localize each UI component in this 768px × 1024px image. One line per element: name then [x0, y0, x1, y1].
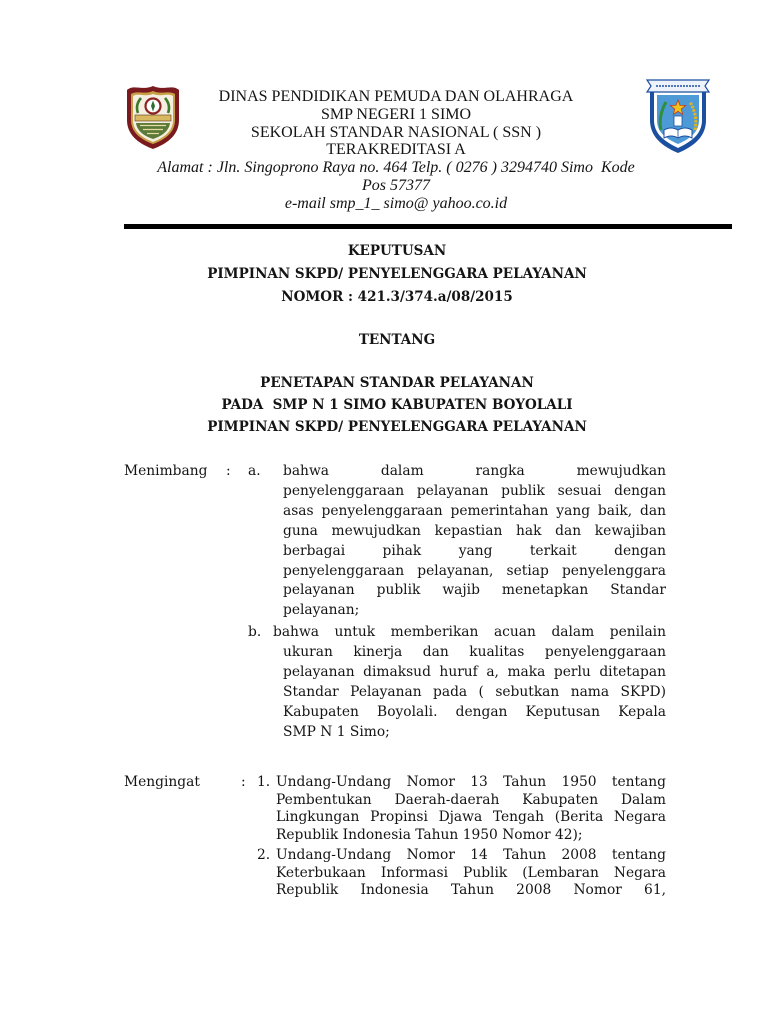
text-line: bahwa untuk memberikan acuan dalam penilain [273, 624, 666, 640]
address-line: Alamat : Jln. Singoprono Raya no. 464 Telp. ( 0276 ) 3294740 Simo Kode [157, 159, 635, 177]
text-line: ukuran kinerja dan kualitas penyelenggaraan [283, 643, 666, 660]
section-colon: : [226, 463, 231, 479]
accreditation: TERAKREDITASI A [326, 141, 466, 159]
decree-number: NOMOR : 421.3/374.a/08/2015 [281, 289, 513, 305]
email-address: e-mail smp_1_ simo@ yahoo.co.id [284, 194, 508, 212]
school-name: SMP NEGERI 1 SIMO [320, 105, 472, 123]
text-line: penyelenggaraan pelayanan publik sesuai dengan [283, 482, 666, 499]
text-line: asas penyelenggaraan pemerintahan yang baik, dan [283, 502, 666, 519]
section-label: Menimbang [124, 463, 208, 479]
letterhead [96, 88, 696, 213]
list-item-first-line [273, 623, 666, 643]
item-marker: b. [248, 624, 262, 640]
text-line: Lingkungan Propinsi Djawa Tengah (Berita Negara [276, 809, 666, 826]
text-line: berbagai pihak yang terkait dengan [283, 542, 666, 559]
list-item [283, 462, 666, 621]
decree-subject-line: PIMPINAN SKPD/ PENYELENGGARA PELAYANAN [207, 419, 587, 435]
text-line: pelayanan dimaksud huruf a, maka perlu ditetapan [283, 663, 666, 680]
item-marker: 2. [257, 847, 271, 863]
text-line: Pembentukan Daerah-daerah Kabupaten Dalam [276, 791, 666, 808]
text-line: Undang-Undang Nomor 14 Tahun 2008 tentang [276, 847, 666, 863]
item-marker: 1. [257, 774, 271, 790]
item-marker: a. [248, 463, 261, 479]
text-line: SMP N 1 Simo; [283, 723, 390, 740]
section-label: Mengingat [124, 774, 200, 790]
decree-subject-line: PADA SMP N 1 SIMO KABUPATEN BOYOLALI [221, 397, 573, 413]
list-item [276, 847, 666, 900]
postal-code: Pos 57377 [362, 176, 430, 194]
text-line: Undang-Undang Nomor 13 Tahun 1950 tentang [276, 774, 666, 790]
text-line: guna mewujudkan kepastian hak dan kewajiban [283, 522, 666, 539]
list-item [283, 643, 666, 743]
decree-about: TENTANG [358, 332, 436, 348]
text-line: Republik Indonesia Tahun 1950 Nomor 42); [276, 827, 583, 844]
text-line: Kabupaten Boyolali. dengan Keputusan Kepala [283, 703, 666, 720]
text-line: penyelenggaraan pelayanan, setiap penyelenggara [283, 562, 666, 579]
text-line: Keterbukaan Informasi Publik (Lembaran Negara [276, 864, 666, 881]
decree-issuer: PIMPINAN SKPD/ PENYELENGGARA PELAYANAN [207, 266, 587, 282]
agency-name: DINAS PENDIDIKAN PEMUDA DAN OLAHRAGA [218, 88, 574, 105]
section-colon: : [241, 774, 246, 790]
text-line: pelayanan publik wajib menetapkan Standar [283, 582, 666, 599]
decree-heading: KEPUTUSAN [347, 243, 447, 259]
text-line: pelayanan; [283, 602, 360, 619]
text-line: Republik Indonesia Tahun 2008 Nomor 61, [276, 882, 666, 899]
list-item [276, 774, 666, 845]
text-line: Standar Pelayanan pada ( sebutkan nama SKPD) [283, 683, 666, 700]
letterhead-divider [124, 224, 732, 229]
decree-subject-line: PENETAPAN STANDAR PELAYANAN [260, 375, 534, 391]
school-status: SEKOLAH STANDAR NASIONAL ( SSN ) [250, 123, 542, 141]
text-line: bahwa dalam rangka mewujudkan [283, 463, 666, 479]
